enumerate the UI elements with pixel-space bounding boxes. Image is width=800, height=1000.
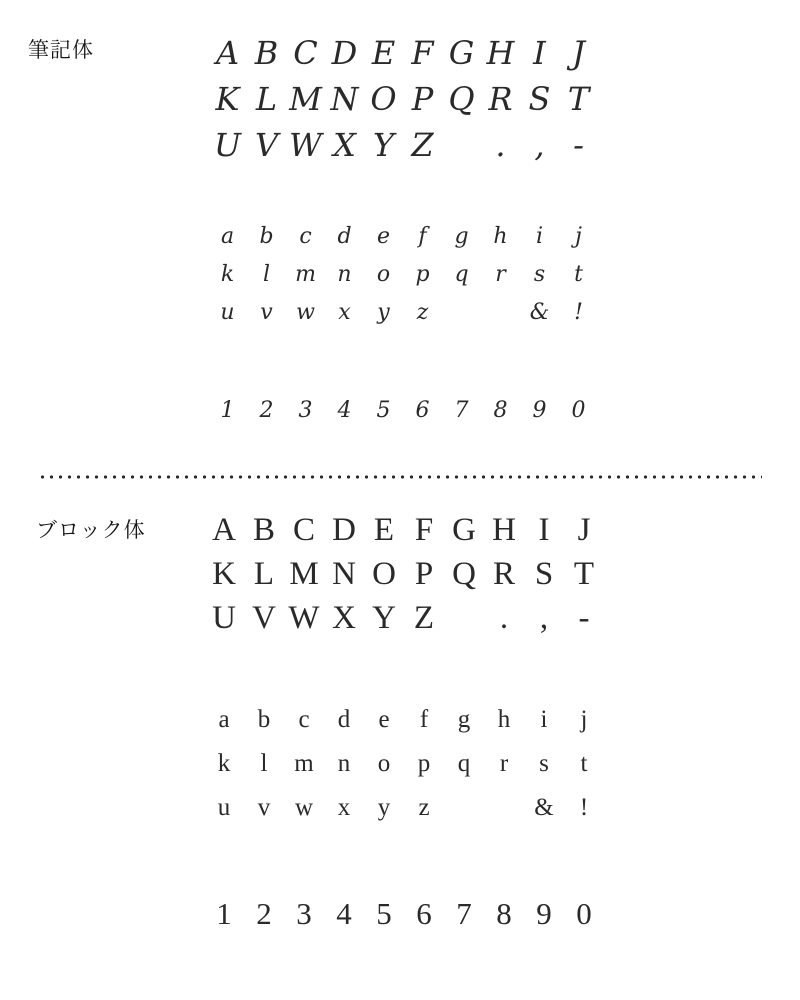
glyph: M bbox=[289, 80, 322, 118]
glyph: m bbox=[294, 750, 314, 777]
glyph: N bbox=[330, 80, 359, 118]
glyph: w bbox=[296, 300, 315, 325]
glyph: u bbox=[220, 300, 235, 325]
glyph: B bbox=[252, 512, 275, 548]
glyph: 7 bbox=[456, 896, 472, 931]
block-lowercase-grid bbox=[204, 698, 604, 830]
glyph: i bbox=[540, 706, 548, 733]
glyph: Q bbox=[452, 556, 476, 592]
glyph: e bbox=[378, 706, 390, 733]
glyph: Y bbox=[372, 600, 396, 636]
glyph: a bbox=[218, 706, 230, 733]
glyph: G bbox=[452, 512, 476, 548]
glyph: 2 bbox=[259, 398, 274, 423]
glyph: ! bbox=[574, 300, 583, 325]
script-lowercase-grid bbox=[208, 218, 598, 332]
glyph: k bbox=[217, 750, 231, 777]
glyph: S bbox=[528, 80, 551, 118]
glyph: g bbox=[454, 224, 469, 249]
glyph: f bbox=[418, 224, 427, 249]
script-uppercase-grid bbox=[208, 30, 598, 168]
glyph: O bbox=[372, 556, 396, 592]
glyph: K bbox=[212, 556, 236, 592]
glyph: T bbox=[567, 80, 590, 118]
glyph: I bbox=[533, 34, 546, 72]
glyph: Q bbox=[448, 80, 475, 118]
glyph: s bbox=[533, 262, 546, 287]
glyph: . bbox=[499, 600, 509, 636]
glyph: t bbox=[574, 262, 583, 287]
glyph-row bbox=[208, 30, 598, 76]
script-digits-grid bbox=[208, 392, 598, 430]
glyph: A bbox=[215, 34, 240, 72]
glyph: F bbox=[411, 34, 434, 72]
glyph: h bbox=[493, 224, 508, 249]
glyph: 5 bbox=[376, 398, 391, 423]
glyph: N bbox=[332, 556, 356, 592]
glyph: c bbox=[299, 224, 312, 249]
glyph: z bbox=[416, 300, 429, 325]
glyph: m bbox=[295, 262, 316, 287]
glyph: 3 bbox=[296, 896, 312, 931]
glyph: 6 bbox=[415, 398, 430, 423]
glyph: r bbox=[495, 262, 506, 287]
glyph: 2 bbox=[256, 896, 272, 931]
glyph: x bbox=[337, 794, 351, 821]
glyph: , bbox=[539, 600, 549, 636]
glyph: P bbox=[411, 80, 434, 118]
glyph: - bbox=[573, 126, 584, 164]
glyph: t bbox=[580, 750, 588, 777]
section-label-block: ブロック体 bbox=[36, 518, 146, 542]
glyph: O bbox=[370, 80, 397, 118]
glyph: v bbox=[257, 794, 271, 821]
glyph: j bbox=[580, 706, 588, 733]
glyph: n bbox=[337, 750, 351, 777]
glyph: 0 bbox=[576, 896, 592, 931]
glyph: o bbox=[376, 262, 391, 287]
glyph-row bbox=[208, 294, 598, 332]
glyph: V bbox=[254, 126, 279, 164]
glyph: d bbox=[337, 224, 352, 249]
glyph: U bbox=[214, 126, 241, 164]
block-uppercase-grid bbox=[204, 508, 604, 640]
glyph: W bbox=[289, 126, 322, 164]
glyph: k bbox=[220, 262, 235, 287]
glyph: q bbox=[457, 750, 471, 777]
glyph-row bbox=[204, 698, 604, 742]
glyph: M bbox=[289, 556, 319, 592]
glyph: x bbox=[338, 300, 351, 325]
glyph: z bbox=[418, 794, 430, 821]
glyph: R bbox=[492, 556, 515, 592]
glyph: S bbox=[534, 556, 554, 592]
glyph: f bbox=[419, 706, 429, 733]
dotted-divider bbox=[38, 474, 762, 480]
glyph: D bbox=[332, 512, 356, 548]
glyph: Z bbox=[411, 126, 434, 164]
glyph: 4 bbox=[337, 398, 352, 423]
glyph: D bbox=[331, 34, 358, 72]
section-script bbox=[0, 0, 800, 470]
glyph: q bbox=[454, 262, 469, 287]
glyph: 6 bbox=[416, 896, 432, 931]
glyph: E bbox=[373, 512, 395, 548]
glyph: 3 bbox=[298, 398, 313, 423]
glyph-row bbox=[204, 786, 604, 830]
glyph-row bbox=[204, 596, 604, 640]
glyph: v bbox=[260, 300, 273, 325]
glyph: n bbox=[337, 262, 352, 287]
glyph: e bbox=[376, 224, 391, 249]
glyph: a bbox=[220, 224, 235, 249]
glyph: w bbox=[294, 794, 314, 821]
glyph: H bbox=[492, 512, 516, 548]
glyph-row bbox=[208, 256, 598, 294]
glyph: Z bbox=[413, 600, 435, 636]
glyph: p bbox=[417, 750, 431, 777]
glyph: B bbox=[254, 34, 279, 72]
glyph: C bbox=[293, 34, 318, 72]
glyph: C bbox=[292, 512, 315, 548]
glyph: H bbox=[486, 34, 515, 72]
glyph: 5 bbox=[376, 896, 392, 931]
glyph: J bbox=[572, 34, 585, 72]
glyph: u bbox=[217, 794, 231, 821]
glyph: , bbox=[534, 126, 545, 164]
glyph: 9 bbox=[532, 398, 547, 423]
glyph: 1 bbox=[216, 896, 232, 931]
glyph: d bbox=[337, 706, 351, 733]
glyph-row bbox=[204, 552, 604, 596]
glyph: A bbox=[212, 512, 236, 548]
glyph: F bbox=[414, 512, 434, 548]
block-digits-grid bbox=[204, 892, 604, 936]
glyph: j bbox=[575, 224, 582, 249]
glyph: I bbox=[538, 512, 550, 548]
glyph: W bbox=[288, 600, 320, 636]
section-label-script: 筆記体 bbox=[28, 38, 94, 62]
glyph: L bbox=[255, 80, 278, 118]
glyph: 1 bbox=[220, 398, 235, 423]
glyph: 4 bbox=[336, 896, 352, 931]
glyph: G bbox=[448, 34, 475, 72]
glyph: U bbox=[212, 600, 236, 636]
glyph: c bbox=[298, 706, 310, 733]
glyph: 0 bbox=[571, 398, 586, 423]
glyph: & bbox=[534, 794, 554, 821]
glyph-row bbox=[204, 508, 604, 552]
glyph: h bbox=[497, 706, 511, 733]
glyph-row bbox=[208, 218, 598, 256]
glyph-row bbox=[208, 392, 598, 430]
glyph: 8 bbox=[493, 398, 508, 423]
glyph: - bbox=[578, 600, 590, 636]
glyph: s bbox=[539, 750, 549, 777]
glyph: J bbox=[577, 512, 591, 548]
glyph: 7 bbox=[454, 398, 469, 423]
glyph: r bbox=[499, 750, 509, 777]
glyph: ! bbox=[579, 794, 589, 821]
glyph: K bbox=[215, 80, 240, 118]
glyph: V bbox=[252, 600, 276, 636]
glyph: R bbox=[488, 80, 513, 118]
glyph-row bbox=[208, 122, 598, 168]
glyph: . bbox=[495, 126, 506, 164]
glyph: E bbox=[371, 34, 396, 72]
glyph-row bbox=[204, 742, 604, 786]
glyph: i bbox=[535, 224, 544, 249]
glyph: l bbox=[262, 262, 271, 287]
glyph: X bbox=[333, 126, 356, 164]
glyph-row bbox=[208, 76, 598, 122]
glyph: X bbox=[332, 600, 356, 636]
glyph: & bbox=[529, 300, 550, 325]
glyph: o bbox=[377, 750, 391, 777]
glyph: Y bbox=[372, 126, 395, 164]
glyph: y bbox=[377, 300, 390, 325]
glyph: g bbox=[457, 706, 471, 733]
glyph: 8 bbox=[496, 896, 512, 931]
glyph-row bbox=[204, 892, 604, 936]
glyph: b bbox=[257, 706, 271, 733]
section-block bbox=[0, 492, 800, 1000]
glyph: P bbox=[414, 556, 434, 592]
glyph: y bbox=[377, 794, 391, 821]
glyph: L bbox=[253, 556, 275, 592]
glyph: p bbox=[415, 262, 430, 287]
glyph: T bbox=[573, 556, 595, 592]
glyph: b bbox=[259, 224, 274, 249]
glyph: l bbox=[260, 750, 268, 777]
glyph: 9 bbox=[536, 896, 552, 931]
